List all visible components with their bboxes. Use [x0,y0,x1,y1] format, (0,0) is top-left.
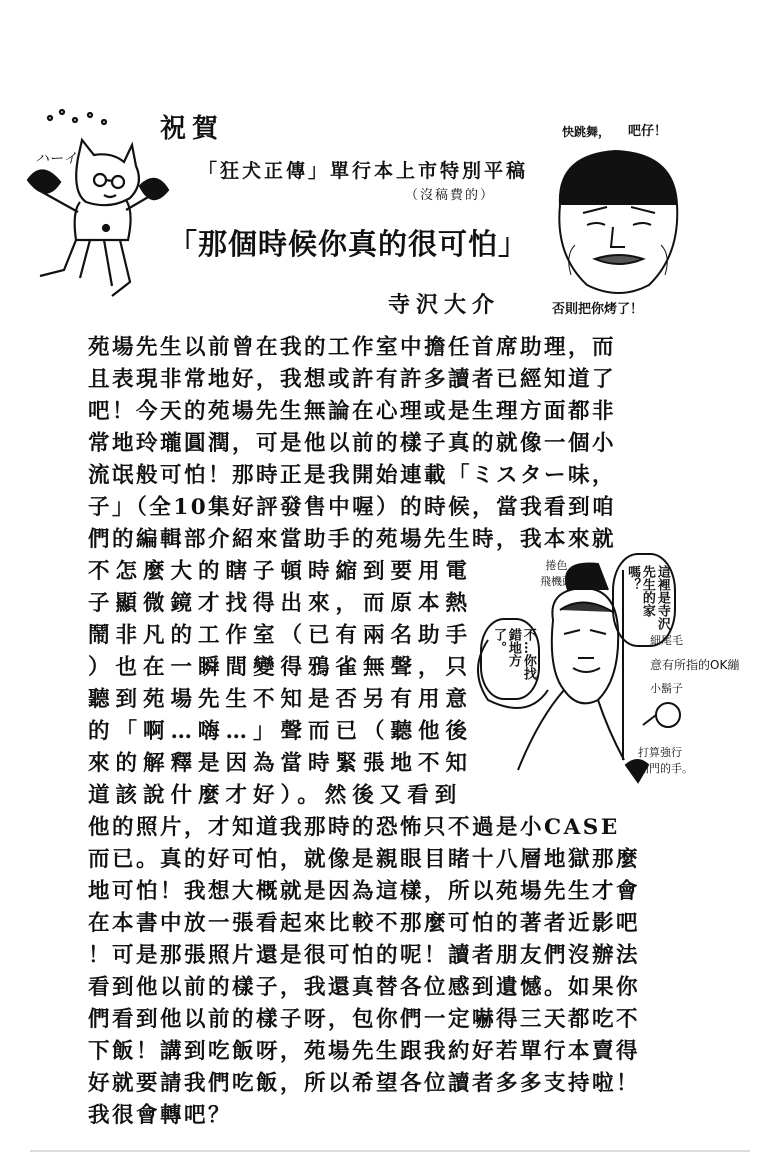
annotation-eyebrow: 細尾毛 [650,634,683,647]
congrats-title: 祝賀 [160,114,225,144]
body-line: 道該說什麼才好）。然後又看到 [88,783,463,808]
body-line: 下飯！講到吃飯呀，苑場先生跟我約好若單行本賣得 [88,1039,641,1064]
no-fee-note: （沒稿費的） [405,188,496,203]
body-line: ！可是那張照片還是很可怕的呢！讀者朋友們沒辦法 [88,943,641,968]
bubble-dance-b: 吧仔！ [628,124,668,139]
body-line: 苑場先生以前曾在我的工作室中擔任首席助理，而 [88,335,617,360]
body-line: 常地玲瓏圓潤，可是他以前的樣子真的就像一個小 [88,431,617,456]
face-illustration [535,135,700,300]
body-line: 而已。真的好可怕，就像是親眼目睹十八層地獄那麼 [88,847,641,872]
body-line: 們的編輯部介紹來當助手的苑場先生時，我本來就 [88,527,617,552]
body-line: 來的解釋是因為當時緊張地不知 [88,751,474,776]
annotation-ok-bandage: 意有所指的OK繃 [650,658,740,672]
cat-shout: ハーイ [35,151,77,167]
body-line: 子顯微鏡才找得出來，而原本熱 [88,591,474,616]
body-line: ）也在一瞬間變得鴉雀無聲，只 [88,655,474,680]
main-title: 「那個時候你真的很可怕」 [168,227,529,261]
body-line: 子」（全10集好評發售中喔）的時候，當我看到咱 [88,495,617,520]
bubble-text-left: 不…你找錯地方了。 [490,628,536,680]
body-line: 好就要請我們吃飯，所以希望各位讀者多多支持啦！ [88,1071,641,1096]
body-line: 流氓般可怕！那時正是我開始連載「ミスター味， [88,463,617,488]
speech-bubble-left [480,618,540,700]
special-subtitle: 「狂犬正傳」單行本上市特別平稿 [198,160,529,182]
annotation-hand: 打算強行 開門的手。 [638,746,693,775]
body-line: 我很會轉吧？ [88,1103,233,1128]
body-line: 地可怕！我想大概就是因為這樣，所以苑場先生才會 [88,879,641,904]
bubble-text-right: 這裡是寺沢先生的家嗎？ [624,565,670,630]
page-bottom-edge [30,1150,750,1152]
body-line: 且表現非常地好，我想或許有許多讀者已經知道了 [88,367,617,392]
body-line: 他的照片，才知道我那時的恐怖只不過是小CASE [88,815,620,840]
body-line: 看到他以前的樣子，我還真替各位感到遺憾。如果你 [88,975,641,1000]
body-line: 在本書中放一張看起來比較不那麼可怕的著者近影吧 [88,911,641,936]
body-line: 聽到苑場先生不知是否另有用意 [88,687,474,712]
body-line: 不怎麼大的瞎子頓時縮到要用電 [88,559,474,584]
body-line: 的「啊…嗨…」聲而已（聽他後 [88,719,474,744]
cat-illustration [20,100,170,310]
author-name: 寺沢大介 [388,292,501,318]
caption-roast: 否則把你烤了！ [552,302,644,317]
body-line: 吧！今天的苑場先生無論在心理或是生理方面都非 [88,399,617,424]
bubble-dance-a: 快跳舞， [562,125,611,139]
annotation-hair: 捲色 飛機頭 [540,559,573,588]
body-line: 鬧非凡的工作室（已有兩名助手 [88,623,474,648]
body-line: 們看到他以前的樣子呀，包你們一定嚇得三天都吃不 [88,1007,641,1032]
annotation-beard: 小鬍子 [650,682,683,695]
